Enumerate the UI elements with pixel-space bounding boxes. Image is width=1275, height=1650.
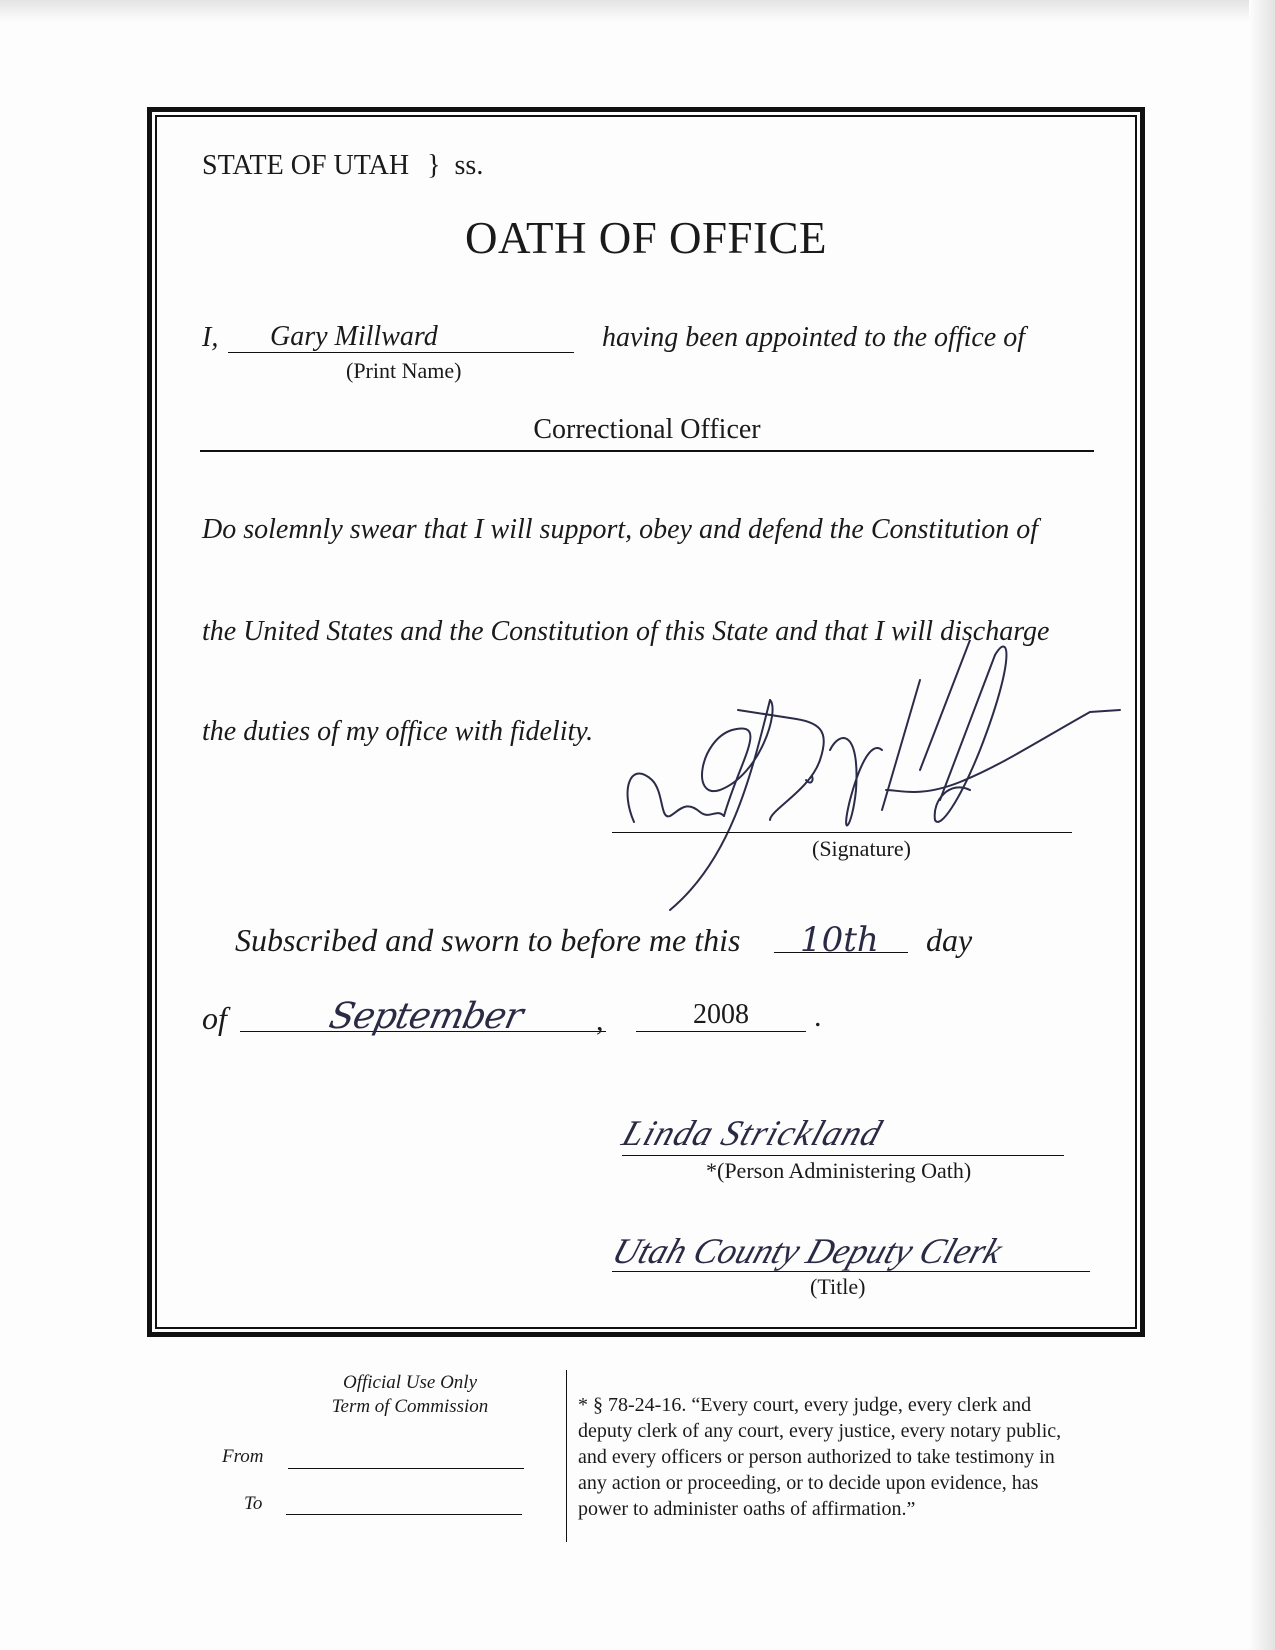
statute-line-1: * § 78-24-16. “Every court, every judge, every clerk and [578,1394,1032,1416]
state-label: STATE OF UTAH [202,150,410,181]
date-period: . [814,1000,822,1033]
signature-stroke-7 [935,647,1007,822]
signature-stroke-6 [882,640,995,810]
statute-note [578,1392,1148,1522]
month-value: September [325,996,526,1037]
of-word: of [202,1000,227,1036]
statute-line-5: power to administer oaths of affirmation.” [578,1498,916,1520]
oath-line-3: the duties of my office with fidelity. [202,716,594,747]
oath-line-1: Do solemnly swear that I will support, obey and defend the Constitution of [202,514,1039,545]
statute-line-4: any action or proceeding, or to decide upon evidence, has [578,1472,1039,1494]
term-to-label: To [244,1493,263,1514]
administrator-caption: *(Person Administering Oath) [706,1158,972,1183]
footer-divider [566,1370,567,1542]
title-line [612,1271,1090,1272]
term-from-line [288,1468,524,1469]
statute-line-2: deputy clerk of any court, every justice, every notary public, [578,1420,1062,1442]
ss-label: ss. [454,150,484,181]
oath-prefix: I, [202,322,219,353]
signature-stroke-2 [702,700,773,816]
term-to-line [286,1514,522,1515]
administrator-line [622,1155,1064,1156]
appointed-text: having been appointed to the office of [602,322,1026,353]
print-name-value: Gary Millward [270,321,438,352]
oath-line-2: the United States and the Constitution of this State and that I will discharge [202,616,1050,647]
office-value: Correctional Officer [533,414,761,445]
day-word: day [926,922,973,958]
signature-caption: (Signature) [812,836,911,861]
year-line [636,1031,806,1032]
year-value: 2008 [693,999,749,1030]
signature-stroke-3 [670,700,770,910]
document-title: OATH OF OFFICE [464,213,828,263]
official-use-label: Official Use Only [342,1372,478,1393]
office-line [200,450,1094,452]
signature-stroke-5 [830,738,882,825]
signature-stroke-8 [886,710,1120,792]
administrator-signature: Linda Strickland [617,1113,888,1153]
term-from-label: From [222,1446,264,1467]
venue-header [202,150,483,182]
scan-edge-right [1249,0,1275,1650]
venue-brace: } [427,150,441,181]
title-caption: (Title) [810,1274,866,1299]
day-value: 10th [800,920,879,960]
signature-stroke-1 [628,774,724,822]
print-name-caption: (Print Name) [346,358,462,383]
administrator-title-value: Utah County Deputy Clerk [607,1231,1008,1271]
signature-line [612,832,1072,833]
date-comma: , [596,1004,604,1037]
subscription-text: Subscribed and sworn to before me this [235,922,741,958]
scan-edge-top [0,0,1275,22]
term-of-commission-label: Term of Commission [331,1396,489,1417]
statute-line-3: and every officers or person authorized to take testimony in [578,1446,1055,1468]
officer-signature [620,640,1140,920]
